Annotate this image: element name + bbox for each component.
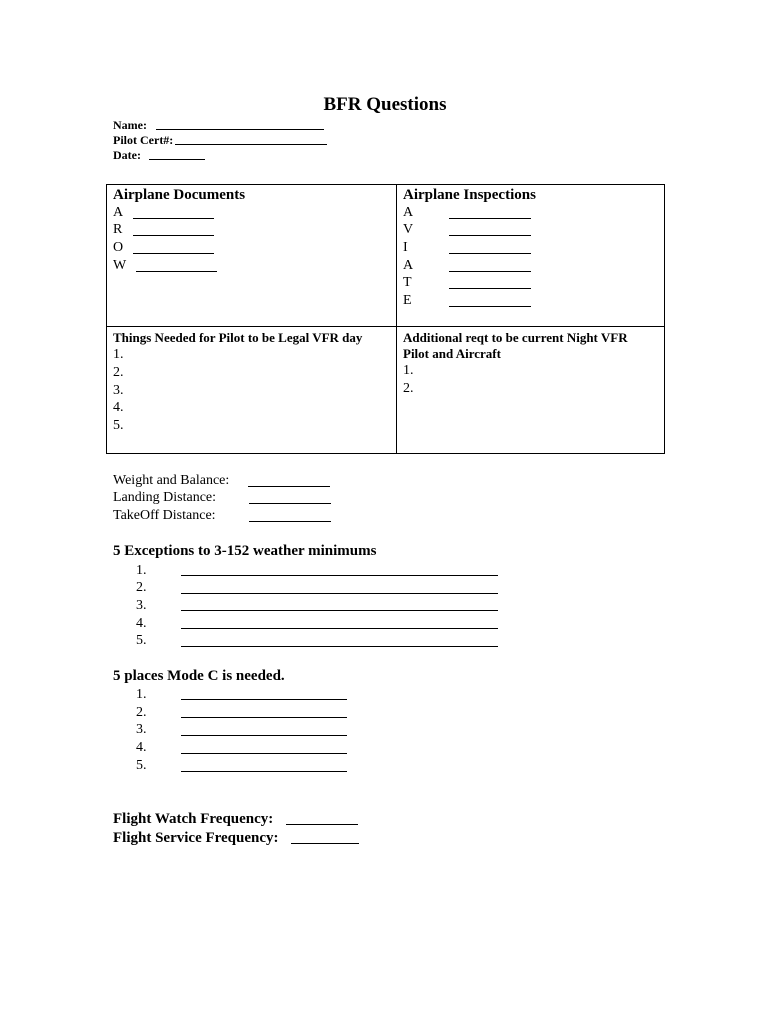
exceptions-number-4: 4.	[136, 616, 147, 631]
inspections-letter-6: E	[403, 293, 412, 308]
documents-title: Airplane Documents	[113, 187, 246, 203]
landing-distance-label: Landing Distance:	[113, 490, 217, 505]
exceptions-number-3: 3.	[136, 598, 147, 613]
inspections-blank-3[interactable]	[449, 253, 531, 254]
night-vfr-title-line1: Additional reqt to be current Night VFR	[403, 330, 628, 345]
mode-c-blank-3[interactable]	[181, 735, 347, 736]
takeoff-distance-label: TakeOff Distance:	[113, 508, 216, 523]
weight-balance-label: Weight and Balance:	[113, 473, 230, 488]
pilot-cert-field[interactable]	[175, 144, 327, 145]
inspections-blank-4[interactable]	[449, 271, 531, 272]
exceptions-number-5: 5.	[136, 633, 147, 648]
flight-service-label: Flight Service Frequency:	[113, 830, 279, 846]
date-field[interactable]	[149, 159, 205, 160]
name-field-label: Name:	[113, 118, 147, 132]
exceptions-number-2: 2.	[136, 580, 147, 595]
mode-c-blank-4[interactable]	[181, 753, 347, 754]
mode-c-blank-1[interactable]	[181, 699, 347, 700]
date-label: Date:	[113, 148, 141, 162]
mode-c-number-2: 2.	[136, 705, 147, 720]
inspections-letter-4: A	[403, 258, 414, 273]
exceptions-number-1: 1.	[136, 563, 147, 578]
inspections-blank-6[interactable]	[449, 306, 531, 307]
inspections-letter-5: T	[403, 275, 412, 290]
inspections-letter-3: I	[403, 240, 408, 255]
documents-blank-a[interactable]	[133, 218, 214, 219]
night-vfr-title-line2: Pilot and Aircraft	[403, 346, 501, 361]
exceptions-blank-3[interactable]	[181, 610, 498, 611]
questions-table	[106, 184, 665, 454]
flight-watch-field[interactable]	[286, 824, 358, 825]
mode-c-blank-2[interactable]	[181, 717, 347, 718]
documents-blank-o[interactable]	[133, 253, 214, 254]
vfr-day-item-2: 2.	[113, 365, 124, 380]
exceptions-title: 5 Exceptions to 3-152 weather minimums	[113, 543, 377, 559]
documents-letter-w: W	[113, 258, 127, 273]
mode-c-number-4: 4.	[136, 740, 147, 755]
exceptions-blank-1[interactable]	[181, 575, 498, 576]
inspections-letter-1: A	[403, 205, 414, 220]
table-divider-vertical	[396, 184, 397, 453]
exceptions-blank-4[interactable]	[181, 628, 498, 629]
weight-balance-field[interactable]	[248, 486, 330, 487]
flight-watch-label: Flight Watch Frequency:	[113, 811, 274, 827]
vfr-day-item-5: 5.	[113, 418, 124, 433]
night-vfr-item-1: 1.	[403, 363, 414, 378]
inspections-letter-2: V	[403, 222, 414, 237]
documents-letter-o: O	[113, 240, 124, 255]
night-vfr-item-2: 2.	[403, 381, 414, 396]
vfr-day-title: Things Needed for Pilot to be Legal VFR day	[113, 330, 363, 345]
page-title: BFR Questions	[323, 94, 447, 115]
flight-service-field[interactable]	[291, 843, 359, 844]
name-field[interactable]	[156, 129, 324, 130]
documents-blank-w[interactable]	[136, 271, 217, 272]
vfr-day-item-3: 3.	[113, 383, 124, 398]
landing-distance-field[interactable]	[249, 503, 331, 504]
inspections-blank-5[interactable]	[449, 288, 531, 289]
pilot-cert-label: Pilot Cert#:	[113, 133, 174, 147]
vfr-day-item-1: 1.	[113, 347, 124, 362]
documents-letter-a: A	[113, 205, 124, 220]
inspections-blank-1[interactable]	[449, 218, 531, 219]
documents-letter-r: R	[113, 222, 123, 237]
mode-c-number-1: 1.	[136, 687, 147, 702]
takeoff-distance-field[interactable]	[249, 521, 331, 522]
inspections-blank-2[interactable]	[449, 235, 531, 236]
mode-c-title: 5 places Mode C is needed.	[113, 668, 285, 684]
inspections-title: Airplane Inspections	[403, 187, 536, 203]
vfr-day-item-4: 4.	[113, 400, 124, 415]
mode-c-blank-5[interactable]	[181, 771, 347, 772]
exceptions-blank-2[interactable]	[181, 593, 498, 594]
mode-c-number-5: 5.	[136, 758, 147, 773]
exceptions-blank-5[interactable]	[181, 646, 498, 647]
mode-c-number-3: 3.	[136, 722, 147, 737]
documents-blank-r[interactable]	[133, 235, 214, 236]
table-divider-horizontal	[106, 326, 664, 327]
